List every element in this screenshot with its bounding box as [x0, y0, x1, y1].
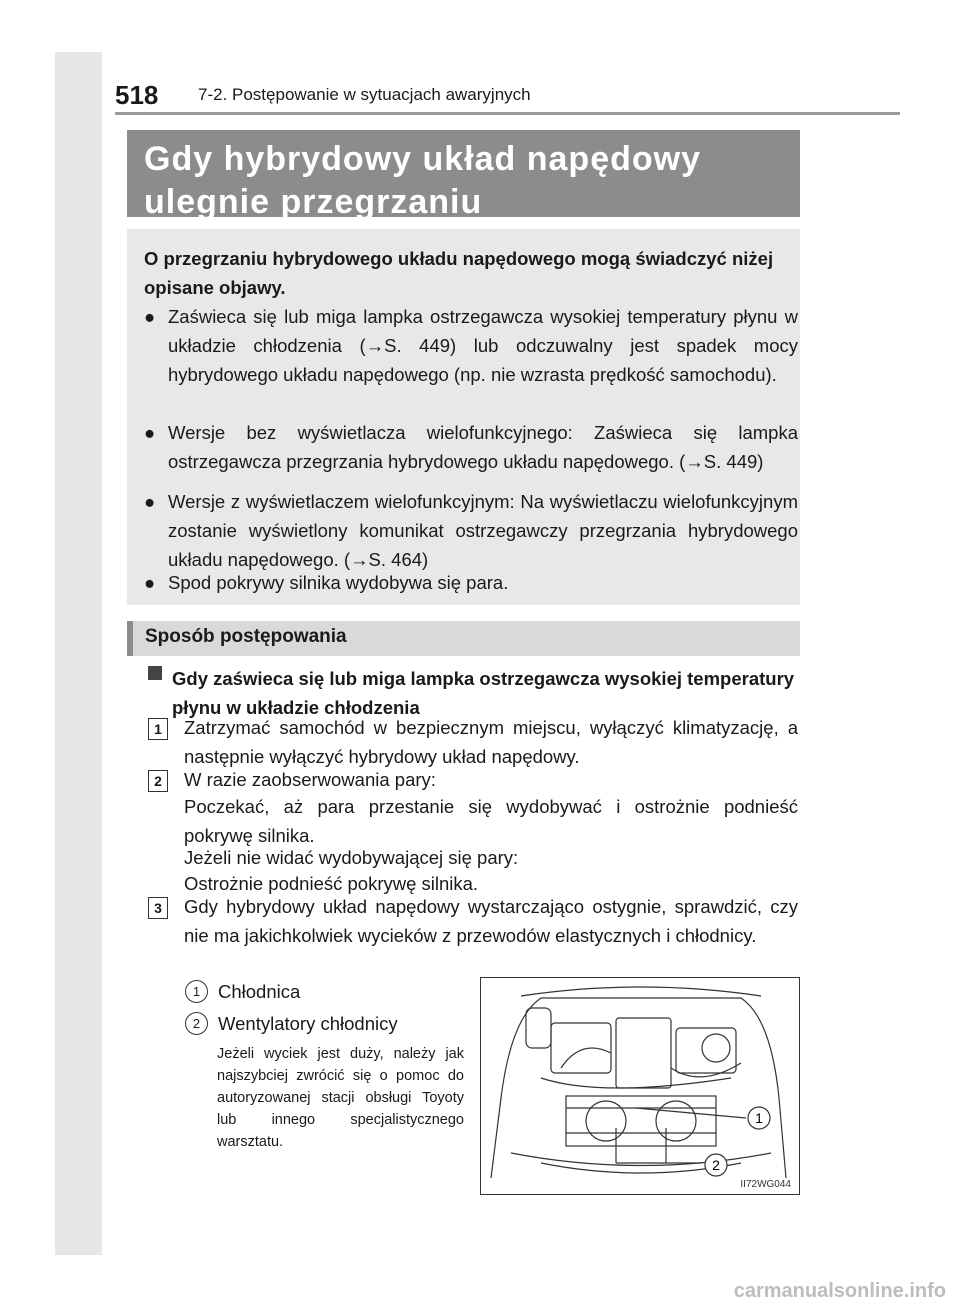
symptom-text: Spod pokrywy silnika wydobywa się para.	[168, 572, 509, 593]
symptom-text: Wersje bez wyświetlacza wielofunkcyjnego: Zaświeca się lampka ostrzegawcza przegrzania hybrydowego układu napędowego. (→S. 449)	[168, 422, 798, 472]
step-text: W razie zaobserwowania pary:	[184, 769, 436, 790]
section-title: 7-2. Postępowanie w sytuacjach awaryjnych	[198, 85, 531, 104]
leak-note: Jeżeli wyciek jest duży, należy jak najszybciej zwrócić się o pomoc do autoryzowanej stacji obsługi Toyoty lub innego specjalistycznego warsztatu.	[217, 1046, 464, 1150]
page-title: Gdy hybrydowy układ napędowy ulegnie przegrzaniu	[144, 140, 701, 221]
engine-bay-figure	[480, 977, 800, 1195]
step-number-badge: 1	[148, 718, 168, 740]
bullet-icon: ●	[144, 572, 156, 593]
step-alt-heading: Jeżeli nie widać wydobywającej się pary:	[184, 847, 519, 868]
watermark: carmanualsonline.info	[733, 1280, 946, 1302]
condition-text: Gdy zaświeca się lub miga lampka ostrzegawcza wysokiej temperatury płynu w układzie chłodzenia	[172, 668, 795, 718]
header-rule	[115, 112, 900, 115]
step-number-badge: 3	[148, 897, 168, 919]
bullet-icon: ●	[144, 491, 156, 512]
legend-number-badge: 2	[185, 1012, 208, 1035]
side-tab-strip	[55, 52, 102, 1255]
step-number-badge: 2	[148, 770, 168, 792]
bullet-icon: ●	[144, 422, 156, 443]
engine-bay-illustration	[481, 978, 798, 1193]
legend-number-badge: 1	[185, 980, 208, 1003]
figure-callout-label-2: 2	[712, 1157, 720, 1173]
step-subtext: Poczekać, aż para przestanie się wydobywać i ostrożnie podnieść pokrywę silnika.	[184, 796, 798, 846]
bullet-icon: ●	[144, 306, 156, 327]
procedure-heading: Sposób postępowania	[145, 626, 347, 647]
figure-callout-label-1: 1	[755, 1110, 763, 1126]
figure-code: II72WG044	[740, 1179, 791, 1190]
legend-label: Chłodnica	[218, 981, 301, 1002]
page-number: 518	[115, 80, 159, 110]
title-banner	[127, 130, 800, 221]
symptom-text: Wersje z wyświetlaczem wielofunkcyjnym: Na wyświetlaczu wielofunkcyjnym zostanie wyświetlony komunikat ostrzegawczy przegrzania hybrydowego układu napędowego. (→S. 464)	[168, 491, 798, 570]
symptoms-box	[127, 229, 800, 605]
step-text: Zatrzymać samochód w bezpiecznym miejscu, wyłączyć klimatyzację, a następnie wyłączyć hybrydowy układ napędowy.	[184, 717, 798, 767]
symptoms-intro: O przegrzaniu hybrydowego układu napędowego mogą świadczyć niżej opisane objawy.	[144, 248, 774, 298]
procedure-heading-bar	[127, 621, 800, 656]
symptom-text: Zaświeca się lub miga lampka ostrzegawcza wysokiej temperatury płynu w układzie chłodzenia (→S. 449) lub odczuwalny jest spadek mocy hybrydowego układu napędowego (np. nie wzrasta prędkość samochodu).	[168, 306, 798, 385]
square-bullet-icon	[148, 666, 162, 680]
legend-label: Wentylatory chłodnicy	[218, 1013, 398, 1034]
step-text: Gdy hybrydowy układ napędowy wystarczająco ostygnie, sprawdzić, czy nie ma jakichkolwiek wycieków z przewodów elastycznych i chłodnicy.	[184, 896, 798, 946]
step-alt-text: Ostrożnie podnieść pokrywę silnika.	[184, 873, 479, 894]
